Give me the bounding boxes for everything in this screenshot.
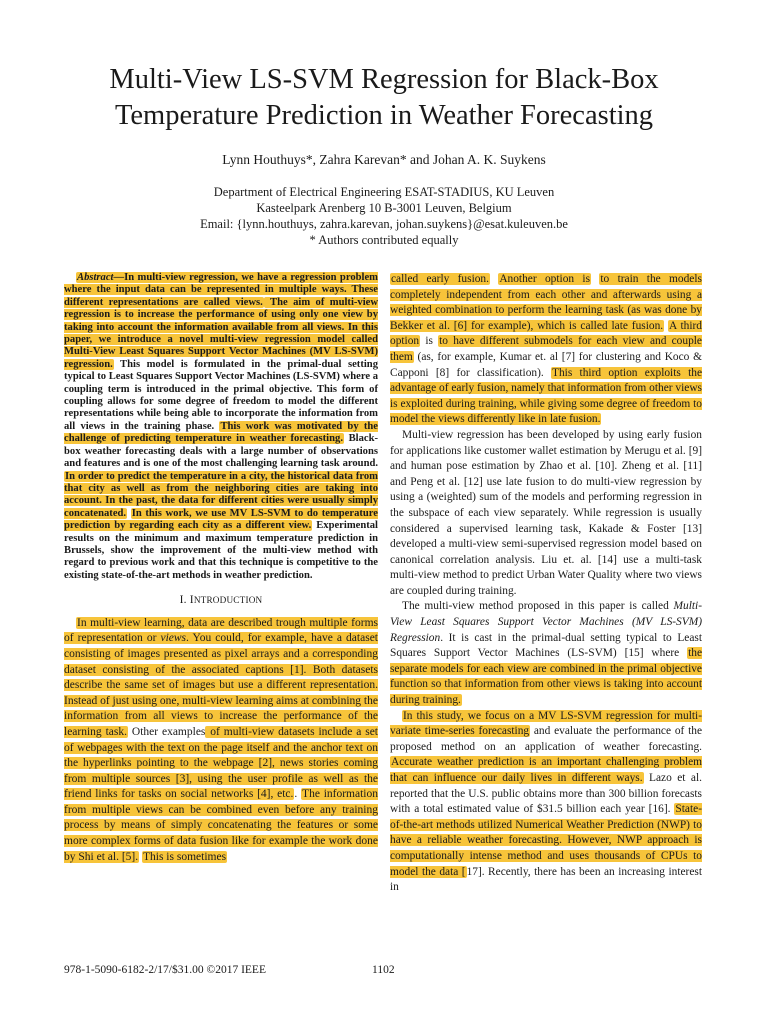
body-text: (as, for example, Kumar et. al [7] for clustering and Koco & Capponi [8] for classification). [390,350,702,379]
highlight [64,617,378,738]
left-column [64,272,378,865]
title-line-1: Multi-View LS-SVM Regression for Black-Box [109,64,659,95]
body-text: In this study, we focus on a MV LS-SVM regression for multi-variate time-series forecasting [390,709,702,738]
page-number: 1102 [372,964,395,976]
body-paragraph [390,272,702,428]
highlight [498,273,591,285]
affiliation-block [40,184,728,248]
abstract [64,272,378,582]
body-text: This third option exploits the advantage of early fusion, namely that information from other views is exploited during training, while giving some degree of freedom to model the views differently like in late fusion. [390,366,703,426]
body-text: to train the models completely independent from each other and afterwards using a weighted combination to perform the learning task (as was done by Bekker et al. [6] for example), which is called late fusion. [390,273,702,332]
intro-paragraph [64,616,378,866]
affiliation-line: Department of Electrical Engineering ESAT-STADIUS, KU Leuven [213,185,555,199]
body-text: is [420,335,439,348]
right-column [390,272,702,896]
section-number: I. [179,594,187,607]
body-text: This is sometimes [142,850,227,863]
body-text: to have different submodels for each view and couple them [390,335,702,363]
body-text: and evaluate the performance of the proposed method on an application of weather forecasting. [390,725,702,753]
equal-contribution-note: * Authors contributed equally [309,233,459,247]
abstract-text: In order to predict the temperature in a city, the historical data from that city as well as from the neighboring cities are taking into account. In the past, the data for different cities were usually simply concatenated. [64,470,378,519]
body-text: Another option is [499,273,591,285]
footer-isbn: 978-1-5090-6182-2/17/$31.00 ©2017 IEEE [64,964,266,976]
abstract-text: This work was motivated by the challenge of predicting temperature in weather forecasting. [64,420,378,445]
body-emphasis: views [160,632,187,645]
abstract-dash: — [113,272,125,283]
abstract-label: Abstract [77,272,114,283]
abstract-text: In multi-view regression, we have a regression problem where the input data can be represented in multiple ways. These different representations are called views. [64,272,378,308]
body-text: of multi-view datasets include a set of webpages with the text on the page itself and the anchor text on the hyperlinks pointing to the webpage [2], news stories coming from multiple sources [3], using the user profile as well as the friend links for tasks on social networks [4], etc. [64,725,378,801]
author-list: Lynn Houthuys*, Zahra Karevan* and Johan A. K. Suykens [222,152,546,167]
body-paragraph [390,599,702,708]
body-text: Accurate weather prediction is an important challenging problem that can influence our daily lives in different ways. [390,756,702,784]
body-paragraph: Multi-view regression has been developed by using early fusion for applications like customer wallet estimation by Merugu et al. [9] and human pose estimation by Zhao et al. [10]. Zheng et al. [11] and Peng et al. [12] use late fusion to do multi-view regression by using a (weighted) sum of the models and performing regression in the subspace of each view separately. While regression is usually considered a supervised learning task, Kakade & Foster [13] developed a multi-view semi-supervised regression model based on canonical correlation analysis. Liu et. al. [14] use a multi-task multi-view method to predict Urban Water Quality where two views are coupled during training. [390,428,702,597]
body-text: the separate models for each view are combined in the primal objective function so that information from other views is taking into account during training. [390,647,702,707]
abstract-text: The aim of multi-view regression is to increase the performance of using only one view by taking into account the information available from all views. In this paper, we introduce a novel multi-view regression model called Multi-View Least Squares Support Vector Machines (MV LS-SVM) regression. [64,296,379,370]
body-text: The multi-view method proposed in this paper is called [402,600,674,613]
body-text: The information from multiple views can be combined even before any training process by means of simply concatenating the features or some more complex forms of data fusion like for example the work done by Shi et al. [5]. [64,788,378,863]
body-text: Other examples [127,725,206,738]
body-text: In multi-view learning, data are described trough multiple forms of representation or [64,616,378,645]
body-text: 17]. Recently, there has been an increasing interest in [390,865,702,894]
title-line-2: Temperature Prediction in Weather Forecasting [114,100,654,131]
highlight [142,851,227,863]
abstract-text: This model is formulated in the primal-dual setting typical to Least Squares Support Vector Machines (LS-SVM) where a coupling term is introduced in the primal objective. This form of coupling allows for some degree of freedom to model the different representations while being able to incorporate the information from all views in the training phase. [64,358,378,432]
abstract-text: In this work, we use MV LS-SVM to do temperature prediction by regarding each city as a different view. [64,507,378,532]
body-text: A third option [390,319,702,348]
body-paragraph [390,709,702,896]
abstract-text: Black-box weather forecasting deals with a large number of observations and features and is one of the most challenging learning task around. [64,433,378,470]
highlight [390,273,490,285]
abstract-text: Experimental results on the minimum and maximum temperature prediction in Brussels, show the improvement of the multi-view method with regard to previous work and that this technique is competitive to the existing state-of-the-art methods in weather prediction. [64,520,379,581]
affiliation-line: Kasteelpark Arenberg 10 B-3001 Leuven, Belgium [256,201,512,215]
body-text: . It is cast in the primal-dual setting typical to Least Squares Support Vector Machines (LS-SVM) [15] where [390,631,702,660]
body-text: . [294,788,302,801]
section-heading-introduction [64,593,378,609]
body-text: called early fusion. [391,273,489,285]
body-text: . You could, for example, have a dataset consisting of images presented as pixel arrays and a corresponding dataset consisting of the associated captions [1]. Both datasets describe the same set of images but use a different representation. Instead of just using one, multi-view learning aims at combining the information from all views to increase the performance of the learning task. [64,632,378,738]
section-title-rest: NTRODUCTION [193,595,263,606]
paper-title [40,62,728,134]
body-text: State-of-the-art methods utilized Numerical Weather Prediction (NWP) to have a reliable weather forecasting. However, NWP approach is computationally intense method and uses thousands of CPUs to model the data [ [390,803,702,878]
affiliation-email: Email: {lynn.houthuys, zahra.karevan, johan.suykens}@esat.kuleuven.be [200,217,568,231]
section-initial: I [189,594,194,607]
body-emphasis: Multi-View Least Squares Support Vector Machines (MV LS-SVM) Regression [390,600,702,644]
body-text: Lazo et al. reported that the U.S. public obtains more than 300 billion forecasts with a total estimated value of $31.5 billion each year [16]. [390,772,702,816]
